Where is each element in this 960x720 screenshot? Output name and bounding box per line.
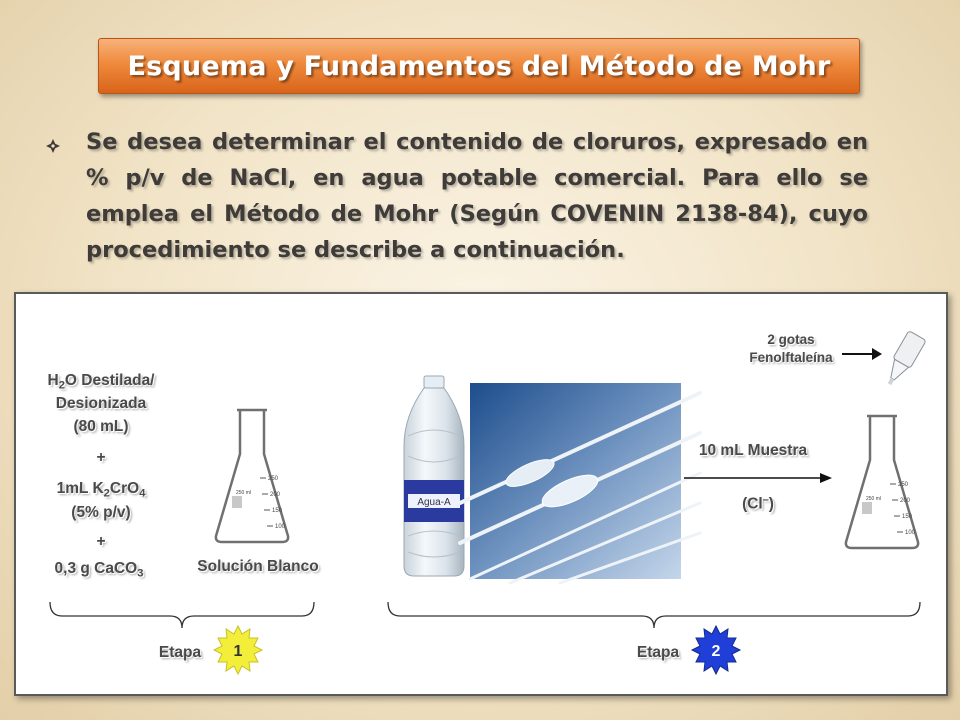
reagent-water-2: Desionizada	[55, 395, 147, 412]
stage1-label: Etapa	[158, 644, 202, 661]
flask-mark: 200	[270, 492, 281, 498]
bottle-label: Agua-A	[417, 497, 451, 508]
sample-volume: 10 mL Muestra	[698, 442, 808, 459]
water-bottle-icon	[398, 376, 470, 578]
reagent-water-volume: (80 mL)	[73, 418, 129, 435]
flask-mark: 150	[902, 514, 913, 520]
flask-mark: 200	[900, 498, 911, 504]
page-title: Esquema y Fundamentos del Método de Mohr	[127, 50, 831, 82]
plus-sign-2: +	[96, 533, 106, 550]
stage2-star-badge-icon	[690, 624, 742, 676]
flask-capacity: 250 ml	[236, 490, 252, 496]
sample-arrow-icon	[684, 470, 832, 486]
flask-mark: 250	[898, 482, 909, 488]
flask-mark: 100	[275, 524, 286, 530]
flask-mark: 100	[905, 530, 916, 536]
indicator-name: Fenolftaleína	[749, 350, 833, 365]
indicator-drops: 2 gotas	[767, 332, 815, 347]
reagent-carbonate: 0,3 g CaCO$_3$	[54, 560, 144, 580]
flask-mark: 250	[268, 476, 279, 482]
plus-sign-1: +	[96, 449, 106, 466]
erlenmeyer-flask-icon	[842, 414, 922, 554]
intro-paragraph: Se desea determinar el contenido de cloruros, expresado en % p/v de NaCl, en agua potable comercial. Para ello se emplea el Método de Mohr (Según COVENIN 2138-84), cuyo procedimiento se describe a continuación.	[86, 129, 868, 263]
stage2-label: Etapa	[636, 644, 680, 661]
title-banner	[98, 38, 860, 94]
blank-solution-label: Solución Blanco	[197, 558, 319, 575]
reagent-water: $H_2O$ Destilada/	[47, 372, 155, 392]
stage2-number: 2	[711, 643, 721, 660]
flask-mark: 150	[272, 508, 283, 514]
reagent-chromate: 1mL $K_2CrO_4$	[56, 480, 146, 500]
dropper-bottle-icon	[876, 324, 932, 394]
stage1-brace-icon	[48, 602, 316, 636]
stage1-star-badge-icon	[212, 624, 264, 676]
flask-capacity: 250 ml	[866, 496, 882, 502]
chloride-ion: (Cl–)	[742, 494, 774, 513]
reagent-chromate-concentration: (5% p/v)	[71, 504, 131, 521]
stage2-brace-icon	[386, 602, 922, 636]
erlenmeyer-flask-icon	[212, 408, 292, 548]
diamond-bullet-icon	[46, 139, 60, 153]
pipettes-photo-icon	[470, 383, 681, 579]
stage1-number: 1	[233, 643, 243, 660]
procedure-diagram	[14, 292, 948, 696]
